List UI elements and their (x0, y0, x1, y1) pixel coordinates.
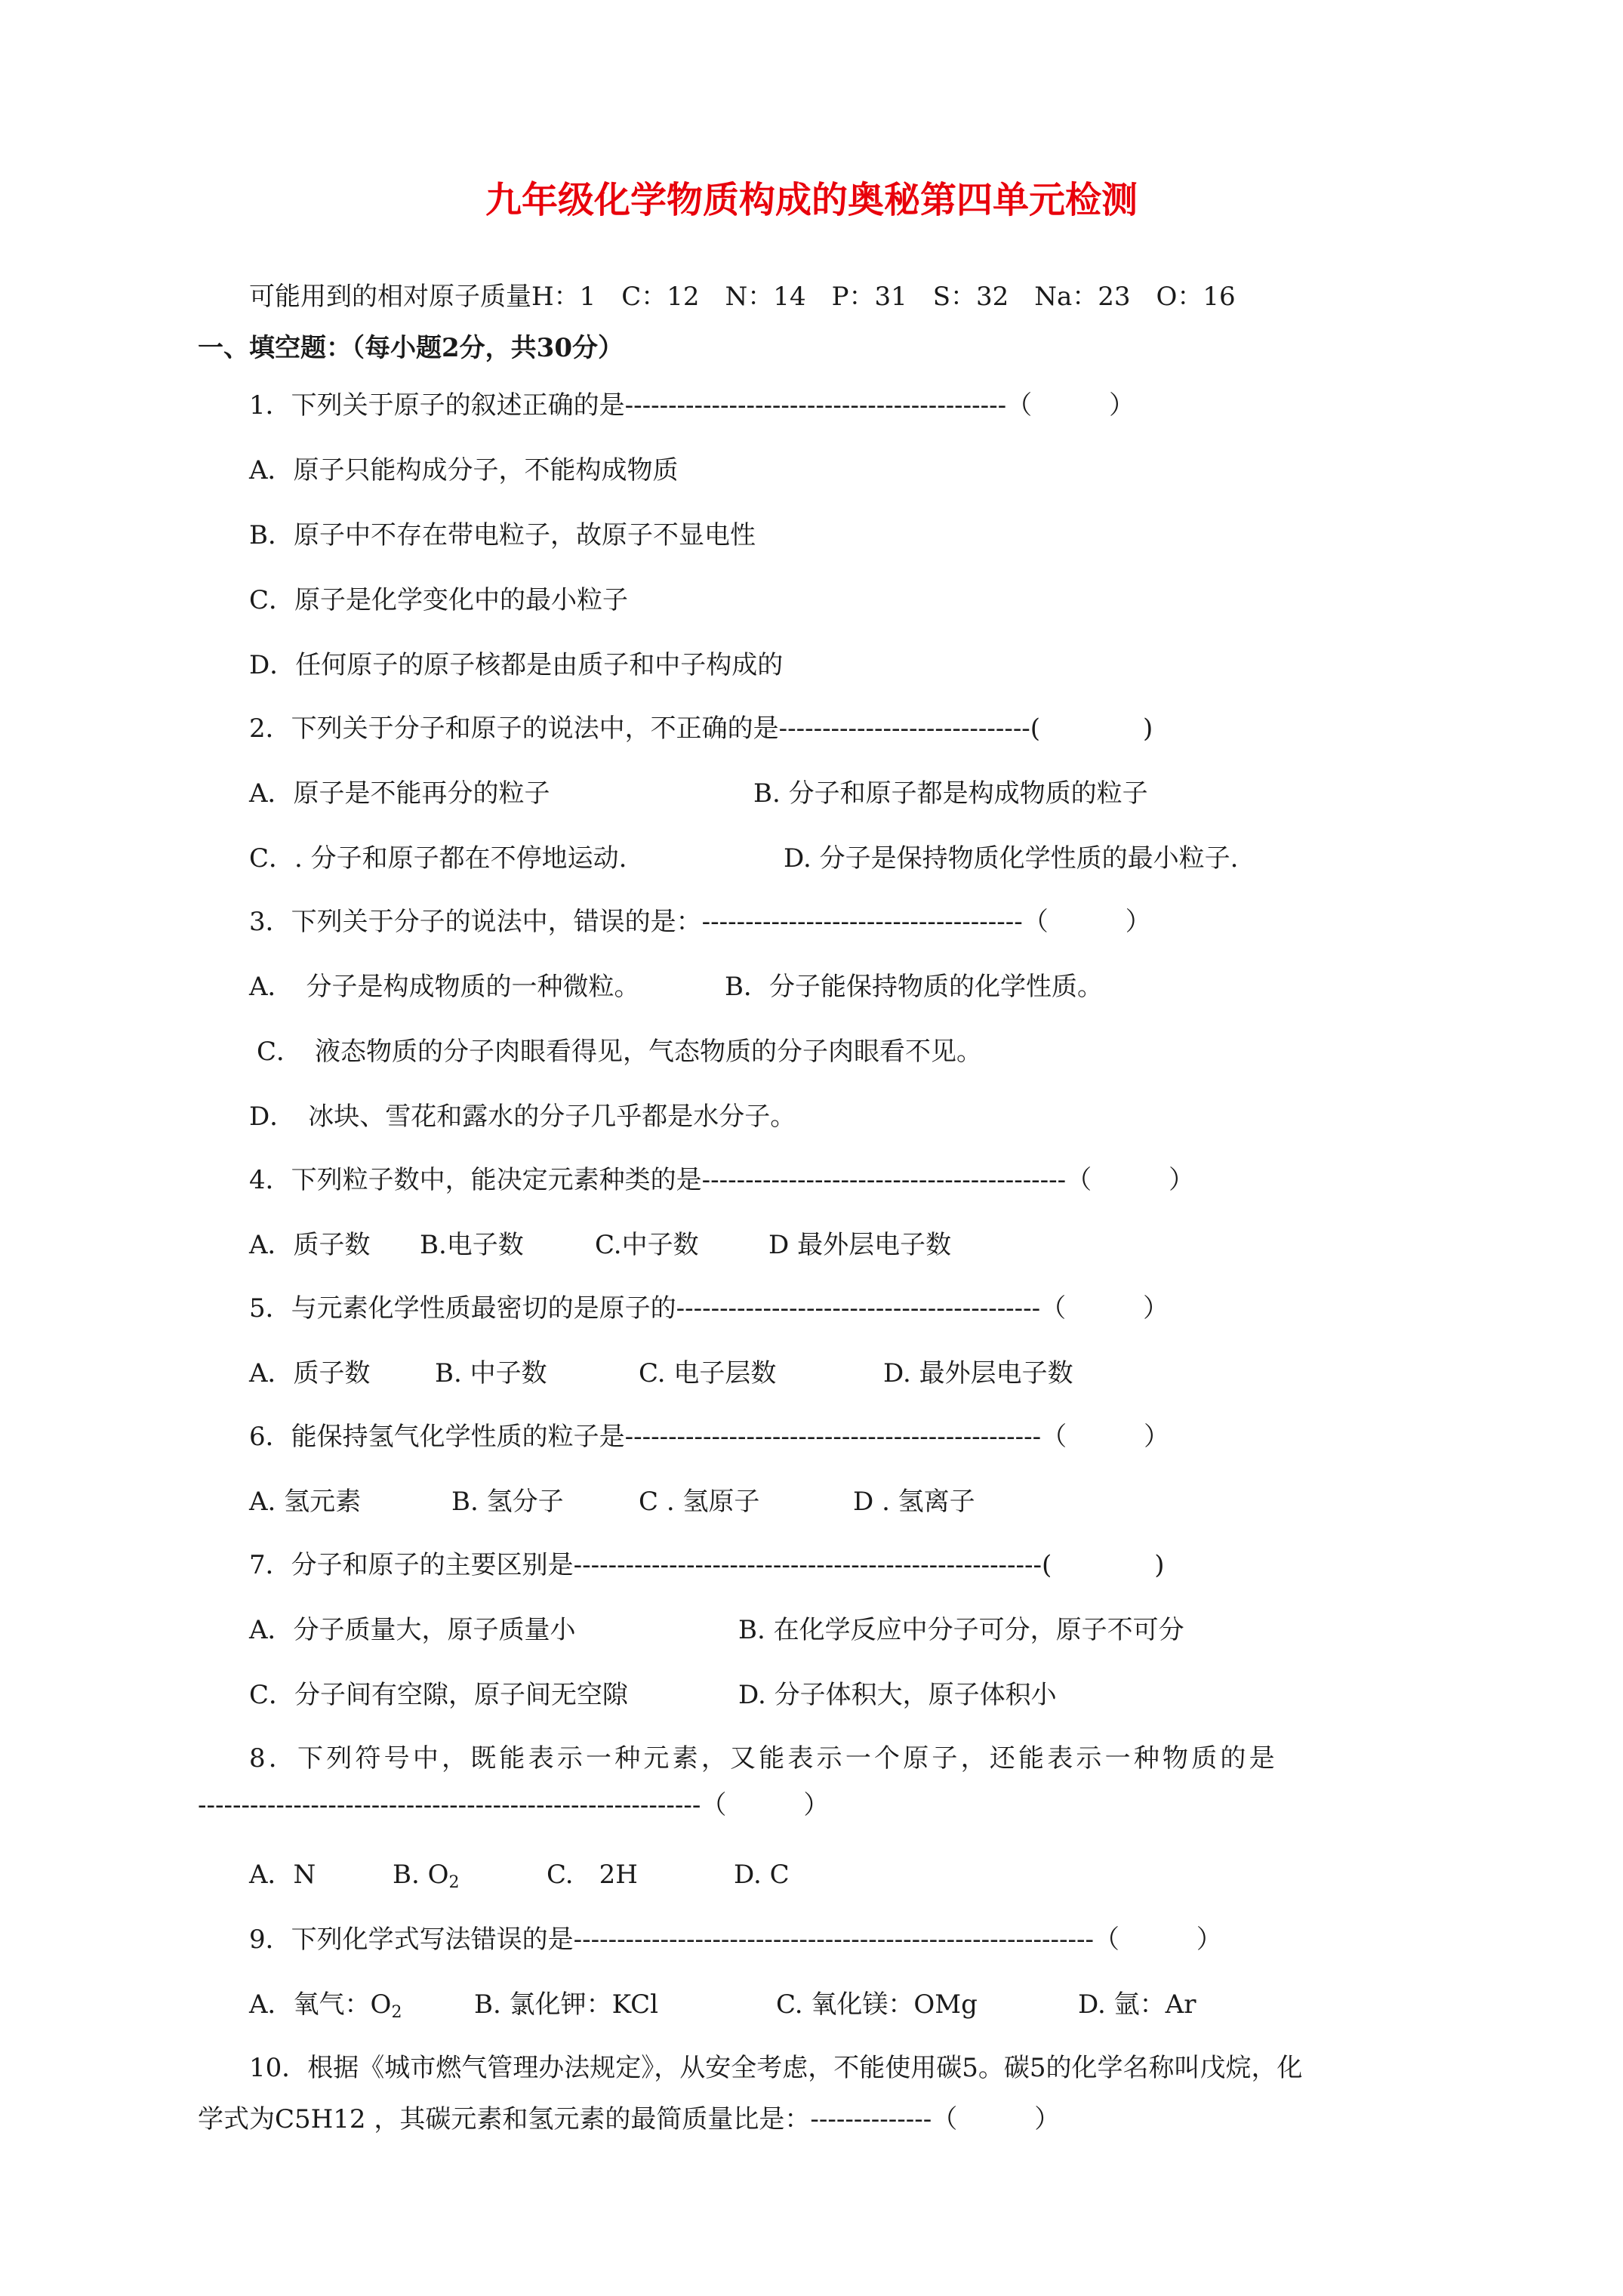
question-8-option-a: A．N (249, 1860, 316, 1890)
question-10-stem-continued: 学式为C5H12 ，其碳元素和氢元素的最简质量比是：--------------（ ） (198, 2104, 1061, 2134)
question-1-stem: 1．下列关于原子的叙述正确的是--------------------------------------------（ ） (249, 390, 1135, 421)
atomic-masses-note: 可能用到的相对原子质量H：1 C：12 N：14 P：31 S：32 Na：23 O：16 (249, 282, 1236, 312)
question-5-option-d: D. 最外层电子数 (883, 1358, 1073, 1388)
question-2-option-b: B. 分子和原子都是构成物质的粒子 (753, 778, 1148, 809)
question-1-option-b: B．原子中不存在带电粒子，故原子不显电性 (249, 520, 756, 550)
question-5-option-a: A．质子数 (249, 1358, 371, 1388)
question-7-option-c: C．分子间有空隙，原子间无空隙 (249, 1680, 629, 1710)
question-1-option-d: D．任何原子的原子核都是由质子和中子构成的 (249, 650, 784, 680)
question-2-option-c: C．. 分子和原子都在不停地运动. (249, 843, 627, 874)
question-2-option-a: A．原子是不能再分的粒子 (249, 778, 550, 809)
question-6-option-d: D . 氢离子 (853, 1487, 975, 1517)
question-7-option-b: B. 在化学反应中分子可分，原子不可分 (738, 1615, 1184, 1645)
question-2-stem: 2．下列关于分子和原子的说法中，不正确的是-----------------------------( ) (249, 713, 1153, 744)
question-4-option-d: D 最外层电子数 (768, 1230, 952, 1260)
question-8-option-d: D. C (734, 1860, 790, 1890)
question-3-option-c: C． 液态物质的分子肉眼看得见，气态物质的分子肉眼看不见。 (257, 1037, 983, 1067)
section-heading: 一、填空题：（每小题2分，共30分） (198, 333, 624, 363)
question-7-stem: 7．分子和原子的主要区别是------------------------------------------------------( ) (249, 1550, 1165, 1580)
question-7-option-d: D. 分子体积大，原子体积小 (738, 1680, 1057, 1710)
question-8-stem-continued: ----------------------------------------------------------（ ） (198, 1790, 830, 1820)
question-6-option-b: B. 氢分子 (451, 1487, 564, 1517)
question-4-option-a: A．质子数 (249, 1230, 371, 1260)
question-5-option-c: C. 电子层数 (639, 1358, 777, 1388)
question-3-option-a: A． 分子是构成物质的一种微粒。 (249, 972, 640, 1002)
subscript-2: 2 (448, 1873, 460, 1892)
question-8-option-b-text: B. O (393, 1860, 449, 1890)
question-9-option-d: D. 氩：Ar (1078, 1989, 1196, 2020)
question-9-stem: 9．下列化学式写法错误的是------------------------------------------------------------（ ） (249, 1925, 1222, 1955)
question-6-stem: 6．能保持氢气化学性质的粒子是------------------------------------------------（ ） (249, 1422, 1170, 1452)
question-5-stem: 5．与元素化学性质最密切的是原子的------------------------------------------（ ） (249, 1293, 1169, 1324)
question-3-option-b: B．分子能保持物质的化学性质。 (725, 972, 1103, 1002)
question-1-option-c: C．原子是化学变化中的最小粒子 (249, 585, 629, 615)
question-6-option-c: C . 氢原子 (639, 1487, 760, 1517)
question-3-option-d: D． 冰块、雪花和露水的分子几乎都是水分子。 (249, 1102, 796, 1132)
question-1-option-a: A．原子只能构成分子，不能构成物质 (249, 455, 679, 485)
question-8-option-c: C. 2H (547, 1860, 638, 1890)
question-4-stem: 4．下列粒子数中，能决定元素种类的是------------------------------------------（ ） (249, 1165, 1195, 1195)
question-4-option-b: B.电子数 (420, 1230, 524, 1260)
question-5-option-b: B. 中子数 (435, 1358, 547, 1388)
question-8-option-b (393, 1856, 459, 1894)
question-9-option-b: B. 氯化钾：KCl (474, 1989, 658, 2020)
question-9-option-a-text: A．氧气：O (249, 1989, 392, 2020)
question-7-option-a: A．分子质量大，原子质量小 (249, 1615, 576, 1645)
page-title: 九年级化学物质构成的奥秘第四单元检测 (485, 179, 1138, 221)
question-10-stem: 10．根据《城市燃气管理办法规定》，从安全考虑，不能使用碳5。碳5的化学名称叫戊烷，化 (249, 2053, 1303, 2083)
subscript-2: 2 (391, 2003, 402, 2022)
question-8-stem: 8．下列符号中，既能表示一种元素，又能表示一个原子，还能表示一种物质的是 (249, 1743, 1278, 1774)
question-4-option-c: C.中子数 (595, 1230, 699, 1260)
question-9-option-a (249, 1986, 402, 2023)
question-2-option-d: D. 分子是保持物质化学性质的最小粒子. (784, 843, 1239, 874)
question-6-option-a: A. 氢元素 (249, 1487, 362, 1517)
question-3-stem: 3．下列关于分子的说法中，错误的是：-------------------------------------（ ） (249, 907, 1151, 937)
question-9-option-c: C. 氧化镁：OMg (776, 1989, 978, 2020)
